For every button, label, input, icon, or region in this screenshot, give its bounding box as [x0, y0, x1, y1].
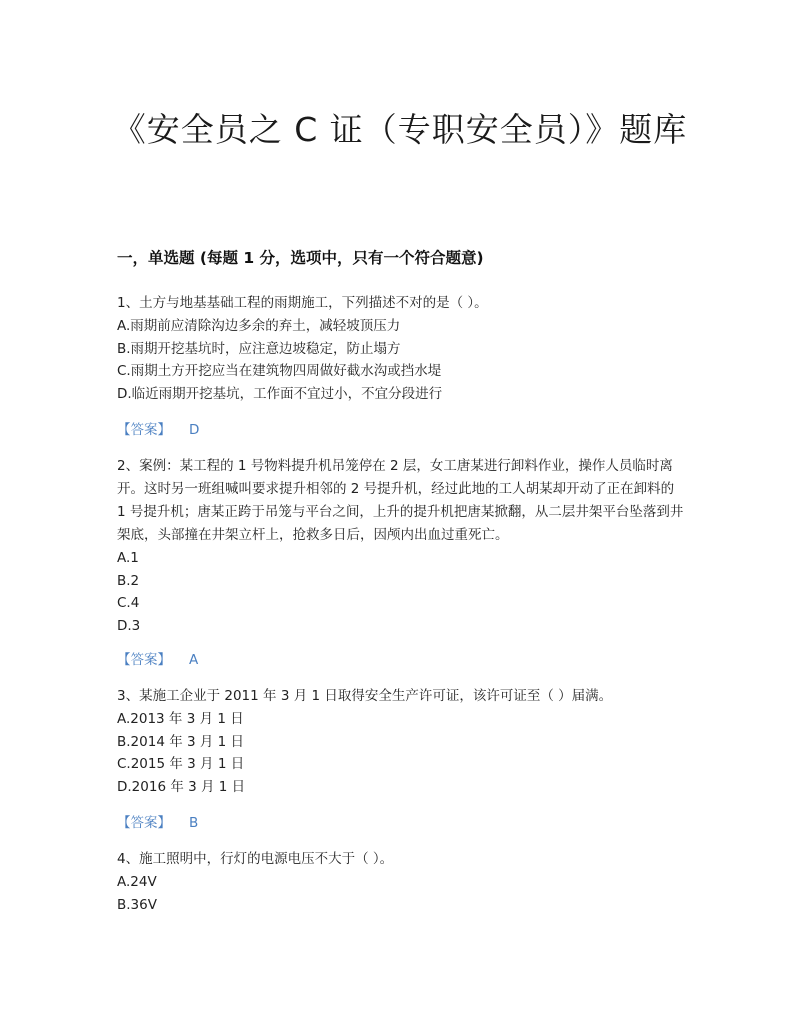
option-d: D.3 — [117, 617, 141, 634]
option-c: C.4 — [117, 595, 140, 611]
option-a: A.雨期前应清除沟边多余的弃土，减轻坡顶压力 — [117, 318, 401, 334]
question-stem: 2、案例：某工程的 1 号物料提升机吊笼停在 2 层，女工唐某进行卸料作业，操作人员临时离开。这时另一班组喊叫要求提升相邻的 2 号提升机，经过此地的工人胡某却开动了正在卸料的 1 号提升机；唐某正跨于吊笼与平台之间，上升的提升机把唐某掀翻，从二层井架平台坠落到井架底，头部撞在井架立杆上，抢救多日后，因颅内出血过重死亡。 — [117, 458, 684, 543]
question-2 — [117, 455, 685, 637]
answer-3 — [117, 812, 198, 834]
answer-label: 【答案】 — [117, 422, 171, 438]
question-stem: 4、施工照明中，行灯的电源电压不大于（ ）。 — [117, 851, 394, 867]
option-c: C.2015 年 3 月 1 日 — [117, 756, 245, 772]
option-a: A.2013 年 3 月 1 日 — [117, 711, 244, 727]
option-a: A.24V — [117, 874, 157, 890]
question-4 — [117, 848, 685, 916]
option-b: B.2014 年 3 月 1 日 — [117, 733, 245, 750]
question-1 — [117, 292, 685, 405]
document-title: 《安全员之 C 证（专职安全员）》题库 — [112, 110, 688, 149]
option-d: D.临近雨期开挖基坑，工作面不宜过小，不宜分段进行 — [117, 385, 443, 402]
option-c: C.雨期土方开挖应当在建筑物四周做好截水沟或挡水堤 — [117, 363, 442, 379]
answer-value: A — [189, 652, 199, 668]
answer-label: 【答案】 — [117, 652, 171, 668]
section-heading: 一，单选题 (每题 1 分，选项中，只有一个符合题意) — [117, 249, 484, 267]
answer-1 — [117, 419, 199, 441]
option-b: B.雨期开挖基坑时，应注意边坡稳定，防止塌方 — [117, 340, 401, 357]
answer-2 — [117, 649, 198, 671]
answer-value: D — [189, 422, 200, 438]
question-3 — [117, 685, 685, 798]
question-stem: 1、土方与地基基础工程的雨期施工，下列描述不对的是（ ）。 — [117, 295, 488, 311]
answer-value: B — [189, 815, 199, 831]
question-stem: 3、某施工企业于 2011 年 3 月 1 日取得安全生产许可证，该许可证至（ ）届满。 — [117, 688, 613, 704]
answer-label: 【答案】 — [117, 815, 171, 831]
option-d: D.2016 年 3 月 1 日 — [117, 778, 246, 795]
option-b: B.2 — [117, 572, 140, 589]
option-a: A.1 — [117, 550, 139, 566]
option-b: B.36V — [117, 896, 157, 913]
